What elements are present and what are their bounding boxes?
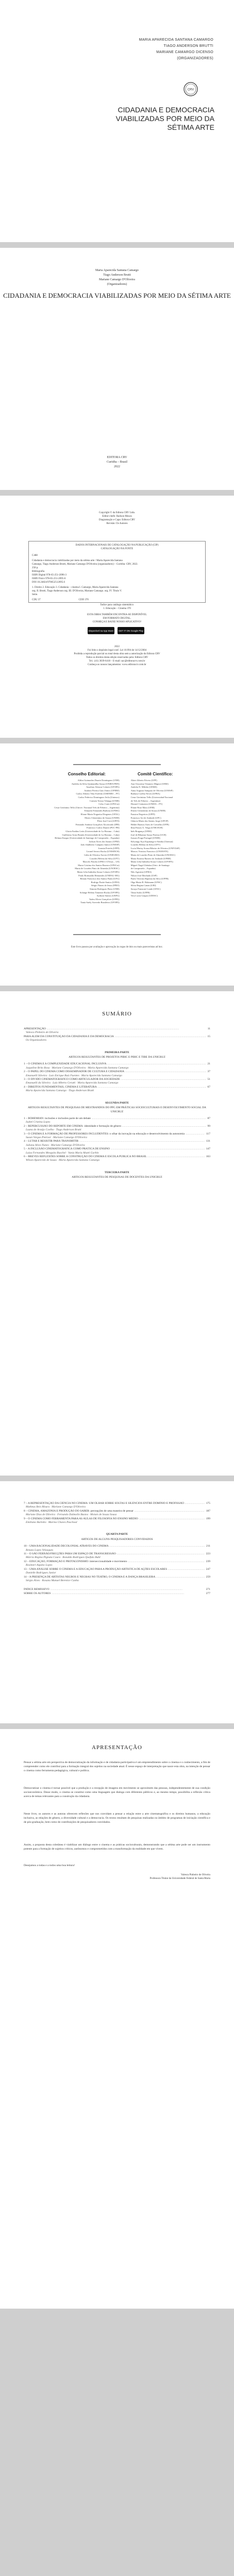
toc-spacer: [24, 1043, 210, 1048]
toc-entry-author: Maria Aparecida Santana Camargo · Tiago Anderson Brutti: [26, 1089, 94, 1093]
council-member: Tadeu Oliver Gonçalves (UFPA): [89, 897, 120, 901]
toc-entry-author: Valesca Pinheiro de Oliveira: [26, 1031, 59, 1035]
toc-entry-title: 1 – O CINEMA E A COMPLEXIDADE EDUCACIONAL INCLUSIVA .....: [24, 1062, 206, 1066]
catalog-line: 258 p.: [32, 567, 39, 569]
table-of-contents: [24, 1027, 210, 1183]
council-member: Renato Francisco dos Santos Paula (UFG): [80, 877, 120, 880]
committee-member: Paulo Vinicius Baptista da Silva (UFPR): [130, 877, 169, 880]
presentation-paragraph: Assim, a proposta desta coletânea é viabilizar um diálogo entre o cinema e as práticas socioculturais, demonstrando que a sétima arte pode ser um instrumento potente para a formação de sujeitos críticos, autônomos e comprometidos com a transformação da realidade em que vivem.: [24, 1843, 210, 1851]
council-member: Maria de Lourdes Pinto de Almeida (UNOESC): [75, 867, 120, 870]
legal-line: 2022: [114, 646, 120, 648]
council-member: Helmut Kaspar (Universidade de Santiago de Compostela – Espanha): [55, 837, 120, 840]
publication-year: 2022: [114, 465, 120, 468]
committee-member: Ilma Passos A. Veiga (UNICEUB): [130, 826, 163, 829]
toc-entry-author: Emiliano Barletto · Marina Chaves Paschoal: [26, 1521, 77, 1524]
council-member: Tania Suely Azevedo Brasileiro (UFOPA): [80, 901, 120, 904]
council-member: Sydione Santos (UEPG): [96, 894, 120, 897]
council-member: Guillermo Arias Beatón (Universidade de La Havana – Cuba): [62, 833, 120, 836]
store-note-line: ESTA OBRA TAMBÉM ENCONTRA-SE DISPONÍVEL: [87, 614, 147, 616]
committee-member: Tânia Stoltz (UFPR): [130, 891, 150, 894]
council-member: Simone Rodrigues Pinto (UNB): [90, 888, 120, 890]
scientific-committee-title: Comitê Científico:: [138, 772, 173, 776]
council-member: Maria Lília Imbiriba Sousa Colares (UFOPA): [77, 871, 120, 874]
toc-entry[interactable]: [24, 1147, 210, 1151]
toc-entry-author: Juliana Alves Nunes · Mariane Camargo D'Oliveira: [26, 1143, 85, 1147]
toc-part-title: SEGUNDA PARTE: [105, 1101, 129, 1105]
council-member: Francisco Carlos Duarte (PUC-PR): [87, 826, 120, 829]
committee-member: Altair Alberto Fávero (UPF): [130, 779, 157, 782]
crv-logo-icon: [183, 81, 198, 97]
toc-entry-author: Matheus Reis Moura · Mariane Camargo D'Oliveira: [26, 1505, 86, 1509]
toc-entry-title: 3 – O CINEMA E A FORMAÇÃO DE PROFESSORES INCLUDENTES: o olhar da inovação na educação e desenvolvimento da autonomia .....: [24, 1132, 205, 1136]
committee-member: Marcos Vinicius Francisco (UNOESTE): [130, 850, 169, 853]
toc-entry[interactable]: [24, 1027, 210, 1031]
council-member: Carlos Alberto Vilar Estêvão (UMINHO – PT): [76, 792, 120, 795]
copyright-line: Revisão: Os Autores: [106, 522, 128, 525]
presentation-paragraph: Desejamos a todas e a todos uma boa leitura!: [24, 1864, 75, 1867]
toc-entry-author: Rosimeri Aquino Lopes: [26, 1564, 53, 1567]
store-note: [0, 613, 234, 624]
toc-entry-title: APRESENTAÇÃO .....: [24, 1027, 206, 1031]
toc-entry-title: 8 – CINEMA, AMAZÔNIA E PRODUÇÃO DO SABER: percepções de uma maneira de pensar .....: [24, 1510, 205, 1513]
toc-part-subtitle: ARTIGOS RESULTANTES DE PESQUISAS DE DOCENTES DA UNICRUZ: [72, 1176, 162, 1179]
council-member: Cesar Gerónimo Tello (Univer .Nacional Três de Febrero – Argentina): [54, 806, 120, 809]
toc-part-subtitle: ARTIGOS DE ALGUNS PESQUISADORES CONVIDADOS: [81, 1537, 153, 1541]
toc-entry[interactable]: [24, 1575, 210, 1579]
signature-name: Valesca Pinheiro de Oliveira: [180, 1874, 210, 1876]
toc-entry-page: 117: [205, 1132, 210, 1136]
council-member: Elione Maria Nogueira Diogenes (UFAL): [80, 812, 120, 816]
title-page: [0, 0, 234, 242]
toc-entry-page: 259: [205, 1575, 210, 1579]
toc-entry-page: 271: [205, 1588, 210, 1591]
committee-member: Nilo Agostini (UFBA): [130, 871, 152, 874]
legal-line: Proibida a reprodução parcial ou total desta obra sem a autorização da Editora CRV: [74, 653, 160, 655]
catalog-line: Cidadania e democracia viabilizadas por meio da sétima arte / Maria Aparecida Santana: [32, 560, 123, 562]
organizer-name: TIAGO ANDERSON BRUTTI: [163, 44, 213, 48]
toc-entry-title: 14 – A PRESENÇA DE ARTISTAS NEGROS E NEGRAS NO TEATRO, O CINEMA E A DANÇA BRASILEIRA .....: [24, 1575, 205, 1579]
toc-entry-author: Os Organizadores: [26, 1039, 47, 1042]
catalog-line: 1. Educação – Cinema 370: [103, 607, 131, 610]
council-member: Eduardo Fernandes Barbosa (UFMG): [84, 809, 120, 812]
committee-member: Maria Eurácia Barreto de Andrade (UFRB): [130, 857, 171, 860]
toc-entry-page: 131: [205, 1140, 210, 1143]
editor-name: Mariane Camargo D'Oliveira: [99, 278, 135, 281]
organizer-name: MARIA APARECIDA SANTANA CAMARGO: [139, 38, 213, 42]
catalog-line: ISBN Digital 978-65-251-2096-3: [32, 574, 66, 577]
legal-line: Todos os direitos desta edição reservados pela: Editora CRV: [86, 656, 148, 659]
catalog-card: [28, 541, 206, 610]
book-title: CIDADANIA E DEMOCRACIA VIABILIZADAS POR MEIO DA SÉTIMA ARTE: [115, 106, 214, 131]
councils-page: [0, 743, 234, 986]
toc-entry[interactable]: [24, 1035, 210, 1039]
summary-page: [0, 991, 234, 1476]
toc-entry-title: 10 – UMA RACIONALIDADE DECOLONIAL ATRAVÉS DO CINEMA .....: [24, 1545, 205, 1548]
catalog-line: 1. Direito 2. Educação 3. Cidadania – cinema I. Camargo, Maria Aparecida Santana: [32, 586, 119, 589]
legal-line: Tel.: (41) 3039-6418 – E-mail: sac@editoracrv.com.br: [89, 660, 145, 663]
toc-entry-author: Susan Vargas Pietrzar · Mariane Camargo D'Oliveira: [26, 1136, 87, 1139]
committee-member: Nilson José Machado (USP): [130, 874, 157, 877]
committee-member: de Compostela – Espanha): [130, 867, 156, 870]
catalog-line: Camargo, Tiago Anderson Brutti, Mariane Camargo D'Oliveira (organizadores) – Curitiba: CRV, 2022.: [32, 563, 138, 566]
store-note-line: CONHEÇA E BAIXE NOSSO APLICATIVO!: [92, 621, 142, 623]
council-member: Lourdes Helena da Silva (UFV): [90, 857, 120, 860]
toc-spacer: [24, 1093, 210, 1098]
toc-part-title: TERCEIRA PARTE: [104, 1171, 130, 1174]
council-member: Jailson Alves dos Santos (UFRJ): [89, 840, 120, 843]
toc-entry-title: 6 – BREVES REFLEXÕES SOBRE A CONSTRUÇÃO DO CINEMA E ESCOLA PÚBLICA NO BRASIL .....: [24, 1155, 205, 1159]
toc-entry[interactable]: [24, 1117, 210, 1121]
toc-entry-page: 175: [205, 1502, 210, 1505]
legal-line: Foi feito o depósito legal conf. Lei 10.994 de 14/12/2004: [87, 649, 147, 652]
committee-member: Gláucia Maria dos Santos Jorge (UFOP): [130, 820, 169, 823]
toc-entry-page: 239: [205, 1560, 210, 1564]
council-member: Celso Conti (UFSCar): [98, 803, 120, 806]
summary-title: SUMÁRIO: [102, 1011, 132, 1017]
legal-line: Conheça os nossos lançamentos: www.editoracrv.com.br: [88, 664, 146, 666]
toc-entry-title: 9 – O CINEMA COMO FERRAMENTA PARA AS AULAS DE FILOSOFIA NO ENSINO MÉDIO .....: [24, 1517, 205, 1521]
toc-entry-page: 187: [205, 1510, 210, 1513]
scientific-committee: [131, 772, 180, 905]
summary-page-continued: [0, 1481, 234, 1723]
council-member: Elizeu Clementino de Souza (UNEB): [85, 816, 120, 819]
council-member: Maria Cristina dos Santos Bezerra (UFSCar): [78, 863, 120, 867]
toc-entry-author: Márcia Regina Pignata Coura · Ronaldo Rodrigues Quefulo Buhl: [26, 1556, 101, 1560]
toc-part-title: QUARTA PARTE: [106, 1533, 128, 1536]
copyright-line: Diagramação e Capa: Editora CRV: [98, 519, 136, 521]
half-title-page: [0, 248, 234, 490]
council-member: Antônio Pereira Gaio Júnior (UFRRJ): [84, 789, 120, 792]
toc-entry-page: 21: [206, 1062, 211, 1066]
catalog-line: ISBN Físico 978-65-251-2095-6: [32, 578, 66, 580]
toc-entry-title: 2 – O PAPEL DO CINEMA COMO DISSEMINADOR DE CULTURA E CIDADANIA .....: [24, 1070, 206, 1074]
toc-entry-author: Danielle Rodrigues Junior: [26, 1571, 56, 1575]
committee-member: Kilwangy Kya Kapitango-a-Samba (Unemat): [130, 840, 173, 843]
toc-entry-title: ÍNDICE REMISSIVO .....: [24, 1588, 205, 1591]
copyright-block: [0, 511, 234, 526]
app-store-badge[interactable]: Disponível na App Store: [88, 627, 114, 634]
toc-entry-author: Emanuelli da Silveira · Luiz Alberto Cerutti · Maria Aparecida Santana Camargo: [26, 1081, 119, 1085]
toc-entry-title: SOBRE OS AUTORES .....: [24, 1592, 205, 1596]
council-member: Carlos Federico Dominguez Avila (Unieuro): [78, 795, 120, 799]
organizer-label: (ORGANIZADORES): [177, 57, 213, 60]
toc-entry-author: Luana de Araújo Coelho · Tiago Anderson Brutti: [26, 1128, 81, 1132]
council-member: Paulo Romualdo Hernandes (UNIFAL-MG): [78, 874, 120, 877]
committee-member: Eliane Rose Maio (UEM): [130, 806, 155, 809]
committee-member: de Três de Febrero – Argentina): [130, 799, 160, 802]
committee-member: Helder Buenos Aires de Carvalho (UFPI): [130, 823, 170, 826]
council-member: Lídia de Oliveira Xavier (UNIEURO): [84, 854, 120, 857]
imprint-block: [0, 455, 234, 469]
catalog-head: [32, 544, 202, 551]
copyright-line: Editor-chefe: Railson Moura: [102, 515, 132, 518]
committee-member: Fauston Negreiros (UFPI): [130, 812, 155, 816]
committee-member: Cesar Gerónimo Tello (Universidad Nacional: [130, 795, 173, 799]
councils-columns: [0, 772, 234, 905]
toc-entry-page: 277: [205, 1592, 210, 1596]
store-note-line: EM FORMATO DIGITAL.: [103, 617, 131, 620]
toc-entry-title: 12 – EDUCAÇÃO, FORMAÇÃO E PROTAGONISMO: interseccionalidade e movimento .....: [24, 1560, 205, 1564]
editor-label: (Organizadores): [107, 283, 127, 286]
council-member: João Adalberto Campato Junior (UNESP): [80, 843, 120, 846]
toc-entry-title: 13 – UMA ANÁLISE SOBRE O CINEMA E A EDUCAÇÃO PARA A PRODUÇÃO ARTÍSTICA DE AÇÕES ESCOLARES .....: [24, 1568, 205, 1571]
editor-name: Tiago Anderson Brutti: [103, 274, 131, 277]
organizers-block: [139, 37, 213, 62]
council-member: Solange Helena Ximenes-Rocha (UFOPA): [79, 891, 120, 894]
committee-member: Lucia Marisy Souza Ribeiro de Oliveira (UNIVASF): [130, 846, 180, 850]
toc-entry-author: Renata Lopes Velasques: [26, 1548, 54, 1552]
toc-spacer: [24, 1524, 210, 1530]
toc-entry-page: 51: [206, 1078, 211, 1081]
toc-entry-author: Sérgio Alves · Rosana Manuel Berenice Cunha: [26, 1579, 79, 1582]
toc-entry-page: 87: [206, 1117, 211, 1121]
toc-entry[interactable]: [24, 1502, 210, 1505]
editor-name: Maria Aparecida Santana Camargo: [95, 269, 139, 272]
toc-entry-title: 7 – A REPRESENTAÇÃO DA CIÊNCIA NO CINEMA: UM OLHAR SOBRE SOLTAS E SILÊNCIOS ENTRE DOMÍNIO E PROFISSÃO .....: [24, 1502, 205, 1505]
toc-entry[interactable]: [24, 1568, 210, 1571]
editors-block: [0, 268, 234, 287]
presentation-page: [0, 1729, 234, 2309]
catalog-line: CDU 37 CDD 370: [32, 599, 89, 601]
committee-member: José de Ribamar Sousa Pereira (UCB): [130, 833, 166, 836]
committee-member: Olga Maria B. Hohmann (UFSC): [130, 880, 162, 884]
toc-entry-page: 223: [205, 1552, 210, 1556]
presentation-title: APRESENTAÇÃO: [92, 1744, 142, 1751]
committee-member: Vera Lucia Gaspar (UDESC): [130, 894, 158, 897]
catalog-head-line: CATALOGAÇÃO NA FONTE: [101, 548, 133, 550]
committee-member: Soraya Franzoni Conde (UFSC): [130, 888, 161, 890]
toc-entry-author: Emanuelli Silveira · Luis Enrique Ruiz Fuentes · Maria Aparecida Santana Camargo: [26, 1074, 122, 1077]
committee-member: Elizeu Clementino de Souza (UNEB): [130, 809, 166, 812]
toc-entry-title: PARA ALÉM DA CONSTITUIÇÃO DA CIDADANIA E DA DEMOCRACIA .....: [24, 1035, 206, 1039]
toc-entry[interactable]: [24, 1062, 210, 1066]
council-member: Rodrigo Pratte-Santos (UFES): [91, 880, 120, 884]
toc-entry[interactable]: [24, 1155, 210, 1159]
committee-member: Jussara Fraga Portugal (UNEB): [130, 837, 160, 840]
toc-entry-page: 15: [206, 1035, 211, 1039]
committee-member: Ana Chrystina Venancio Mignot (UERJ): [130, 782, 169, 785]
council-member: Anselmo Alencar Colares (UFOPA): [86, 786, 120, 789]
legal-footer: [0, 645, 234, 667]
catalog-line: Índice para catálogo sistemático: [100, 604, 134, 606]
toc-entry-title: 5 – A INCLUSÃO CINEMATOGRÁFICA COMO PRÁTICA DE ENSINO .....: [24, 1147, 205, 1151]
toc-entry-author: Mariane Dias de Oliveira · Fernando Dalmolin Bastos · Moisés de Souza Sousa: [26, 1513, 117, 1517]
divider: [73, 764, 161, 765]
toc-entry[interactable]: [24, 1545, 210, 1548]
toc-entry-page: 11: [206, 1027, 210, 1031]
presentation-paragraph: Neste livro, os autores e as autoras oferecem reflexões que nos convidam a pensar a relação entre a arte cinematográfica e os direitos humanos, a educação inclusiva, as relações de gênero, a diversidade cultural e a democracia. Os textos resultam de pesquisas realizadas no âmbito de programas de iniciação científica e de pós-graduação, bem como de contribuições de pesquisadores convidados.: [24, 1812, 210, 1824]
signature-block: [150, 1873, 210, 1880]
publisher-city: Curitiba – Brasil: [107, 461, 127, 464]
council-member: Gloria Fariñas León (Universidade de La Havana – Cuba): [65, 829, 120, 833]
toc-entry[interactable]: [24, 1140, 210, 1143]
toc-entry[interactable]: [24, 1517, 210, 1521]
council-member: Carmen Tereza Velanga (UNIR): [89, 799, 120, 802]
toc-entry[interactable]: [24, 1510, 210, 1513]
catalog-line: Série.: [32, 594, 38, 596]
toc-entry[interactable]: [24, 1132, 210, 1136]
toc-entry-title: 4 – DIREITOS FUNDAMENTAIS, CINEMA E LITERATURA .....: [24, 1086, 206, 1089]
toc-entry-page: 99: [206, 1125, 211, 1128]
toc-entry-title: 3 – O DÍVIDO CINEMATOGRÁFICO COMO ARTICULADOR DA SOCIEDADE .....: [24, 1078, 206, 1081]
toc-entry[interactable]: [24, 1588, 210, 1591]
toc-entry[interactable]: [24, 1125, 210, 1128]
catalog-line: C488: [32, 554, 38, 557]
toc-entry-title: 2 – REPERCUSSÃO DO REPORTE EM CINEMA: identidade e formação de gênero .....: [24, 1125, 206, 1128]
committee-member: Lourdes Helena da Silva (UFV): [130, 843, 161, 846]
editorial-council-title: Conselho Editorial:: [68, 772, 106, 776]
toc-entry-page: 211: [205, 1545, 210, 1548]
committee-member: Maria de Lourdes Pinto de Almeida (UNOESC): [130, 854, 176, 857]
toc-entry-page: 67: [206, 1086, 211, 1089]
council-member: Élsio José Corá (UFFS): [97, 820, 120, 823]
review-note: Este livro passou por avaliação e aprovação às cegas de dois ou mais pareceristas ad hoc.: [71, 946, 163, 948]
toc-entry-author: Jaqueline Brito Rosa · Mariane Camargo D'Oliveira · Maria Aparecida Santana Camargo: [26, 1066, 129, 1070]
committee-member: Andréia N. Militão (UEMS): [130, 786, 157, 789]
presentation-paragraph: Pensar a sétima arte em perspectiva de democratização da informação e de cidadania participativa é um empreendimento sobre o cinema e o conhecimento, a fim de compreender como ele contribui para a formação integral dos sujeitos na sociedade atual. É nesse espaço de interpretação que nasce esta obra, na intenção de pensar o cinema como ferramenta pedagógica, cultural e política.: [24, 1761, 210, 1772]
council-member: Aldira Guimarães Duarte Domínguez (UNB): [77, 779, 120, 782]
book-title: CIDADANIA E DEMOCRACIA VIABILIZADAS POR MEIO DA SÉTIMA ARTE: [3, 292, 231, 299]
toc-part-subtitle: ARTIGOS RESULTANTES DE PESQUISAS DE MESTRANDOS DO PPG EM PRÁTICAS SOCIOCULTURAIS E DESENVOLVIMENTO SOCIAL DA UNICRUZ: [27, 1106, 207, 1113]
toc-entry[interactable]: [24, 1070, 210, 1074]
toc-entry-author: Wilson Aparecido de Souza · Maria Aparecida Santana Camargo: [26, 1159, 100, 1162]
committee-member: Barbara Coelho Neves (UFBA): [130, 792, 160, 795]
toc-entry-page: 147: [205, 1147, 210, 1151]
council-member: Josania Portela (UFPI): [98, 846, 120, 850]
google-play-badge[interactable]: GET IT ON Google Play: [118, 627, 144, 634]
publisher-name: EDITORA CRV: [107, 456, 127, 459]
copyright-line: Copyright © da Editora CRV Ltda.: [99, 512, 135, 514]
catalog-line: org. II. Brutti, Tiago Anderson org. III. D'Oliveira, Mariane Camargo. org. IV. Título V.: [32, 590, 122, 592]
toc-entry-page: 37: [206, 1070, 211, 1074]
toc-entry-page: 163: [205, 1155, 210, 1159]
signature-role: Professora Titular da Universidade Federal de Santa Maria: [149, 1877, 210, 1880]
council-member: Fernando Antônio Gonçalves Alcoforado (IPB): [75, 823, 120, 826]
organizer-name: MARIANE CAMARGO DICENSO: [156, 50, 213, 54]
committee-member: Francisco Ari de Andrade (UFC): [130, 816, 161, 819]
toc-entry[interactable]: [24, 1078, 210, 1081]
council-member: Leonel Severo Rocha (UNISINOS): [86, 850, 120, 853]
toc-spacer: [24, 1163, 210, 1168]
toc-entry-title: 11 – O SÃO FERNÃO/FRICÇÕES PARA UM ESPAÇO DE TRANSGRESSÃO .....: [24, 1552, 205, 1556]
committee-member: Diosnel Centurion (UNIDA – PY): [130, 803, 163, 806]
editorial-council: [54, 772, 120, 905]
catalog-head-line: DADOS INTERNACIONAIS DE CATALOGAÇÃO NA PUBLICAÇÃO (CIP): [75, 544, 159, 547]
toc-entry-author: Isabel Cristina Lopes: [26, 1121, 51, 1124]
committee-member: Sílvia Regina Canan (URI): [130, 884, 156, 887]
committee-member: Maria Lília Imbiriba Sousa Colares (UFOPA): [130, 860, 173, 863]
toc-entry-author: Luiza Fernandes Mesquita Ruschel · Vania Maria Abatti Garbin: [26, 1151, 99, 1155]
copyright-page: [0, 496, 234, 738]
council-member: Marcelo Paixão (UFRJ e UTexas – US): [82, 860, 120, 863]
council-member: Sérgio Nunes de Jesus (IFRO): [91, 884, 120, 887]
toc-entry-page: 247: [205, 1568, 210, 1571]
toc-entry[interactable]: [24, 1560, 210, 1564]
presentation-paragraph: Democratizar o cinema é tornar possível que a produção e a recepção de imagens em movimento se aproximem das pessoas, independentemente de sua condição socioeconômica. Desse modo, o cinema se constitui como uma linguagem que dialoga com diferentes públicos e, ao mesmo tempo, possibilita a reflexão crítica acerca de temas relevantes para a construção da cidadania.: [24, 1787, 210, 1798]
app-store-badges: [88, 627, 144, 634]
committee-member: Míguel Ángel Zabalza (Univ. de Santiago: [130, 863, 170, 867]
toc-entry[interactable]: [24, 1086, 210, 1089]
toc-part-subtitle: ARTIGOS RESULTANTES DE PROJETOS PIBIC E PIBIC E TIBE DA UNICRUZ: [69, 1056, 165, 1059]
toc-entry-title: 4 – LUTAR E RESISTIR PARA TRANSMITIR .....: [24, 1140, 205, 1143]
toc-spacer: [24, 1583, 210, 1588]
logo-text: CRV: [187, 88, 194, 92]
committee-member: Inês Bragança (UERJ): [130, 829, 152, 833]
catalog-line: DOI 10.24824/978652512095.6: [32, 581, 65, 584]
committee-member: Anna Augusta Sampaio de Oliveira (UNESP): [130, 789, 173, 792]
toc-part-title: PRIMEIRA PARTE: [105, 1050, 129, 1054]
toc-entry-title: 1 – BOHEMIAN: inclusões e inclusões parte de um debate .....: [24, 1117, 206, 1121]
toc-entry[interactable]: [24, 1592, 210, 1596]
divider: [73, 934, 161, 935]
council-member: Andréia da Silva Quintanilha Sousa (UNIR/UFRN): [71, 782, 120, 785]
toc-entry-page: 199: [205, 1517, 210, 1521]
table-of-contents-continued: [24, 1502, 210, 1596]
catalog-line: Bibliografia: [32, 570, 45, 573]
